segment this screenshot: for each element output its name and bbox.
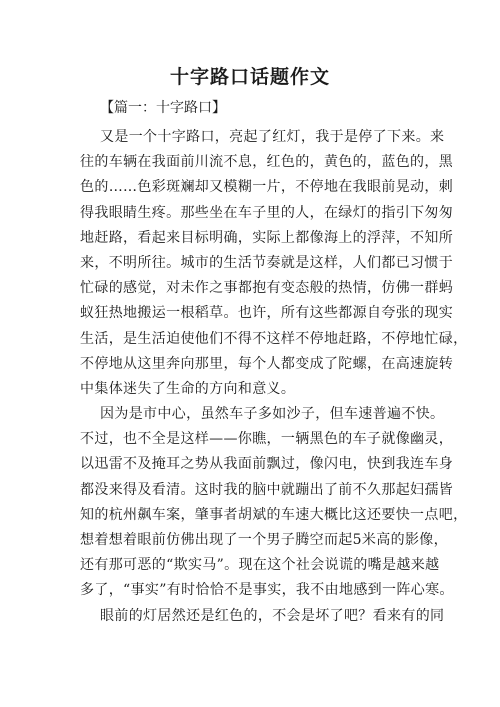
text-line: 蚁狂热地搬运一根稻草。也许，所有这些都源自夸张的现实	[80, 305, 454, 322]
text-line: 还有那可恶的“欺实马”。现在这个社会说谎的嘴是越来越	[80, 557, 440, 574]
text-line: 不过，也不全是这样——你瞧，一辆黑色的车子就像幽灵，	[80, 431, 454, 448]
text-line: 想着想着眼前仿佛出现了一个男子腾空而起5米高的影像，	[80, 532, 449, 548]
text-line: 色的……色彩斑斓却又模糊一片，不停地在我眼前晃动，刺	[80, 179, 454, 196]
text-line: 眼前的灯居然还是红色的，不会是坏了吧？看来有的同	[100, 607, 445, 624]
text-line: 因为是市中心，虽然车子多如沙子，但车速普遍不快。	[100, 406, 445, 423]
section-heading: 【篇一：十字路口】	[100, 100, 226, 116]
text-line: 又是一个十字路口，亮起了红灯，我于是停了下来。来	[100, 129, 445, 145]
text-line: 知的杭州飙车案，肇事者胡斌的车速大概比这还要快一点吧，	[80, 506, 468, 523]
text-line: 来，不明所往。城市的生活节奏就是这样，人们都已习惯于	[80, 254, 454, 271]
body-text	[80, 125, 468, 629]
text-line: 多了，“事实”有时恰恰不是事实，我不由地感到一阵心寒。	[80, 582, 454, 599]
document-title: 十字路口话题作文	[169, 66, 330, 88]
text-line: 生活，是生活迫使他们不得不这样不停地赶路，不停地忙碌，	[80, 330, 468, 347]
text-line: 以迅雷不及掩耳之势从我面前飘过，像闪电，快到我连车身	[80, 456, 454, 473]
text-line: 地赶路，看起来目标明确，实际上都像海上的浮萍，不知所	[80, 229, 454, 246]
text-line: 中集体迷失了生命的方向和意义。	[80, 380, 296, 397]
text-line: 往的车辆在我面前川流不息，红色的，黄色的，蓝色的，黑	[80, 154, 454, 171]
text-line: 不停地从这里奔向那里，每个人都变成了陀螺，在高速旋转	[80, 355, 454, 372]
text-line: 得我眼睛生疼。那些坐在车子里的人，在绿灯的指引下匆匆	[80, 204, 454, 221]
text-line: 都没来得及看清。这时我的脑中就蹦出了前不久那起妇孺皆	[80, 481, 454, 498]
text-line: 忙碌的感觉，对未作之事都抱有变态般的热情，仿佛一群蚂	[80, 280, 454, 297]
